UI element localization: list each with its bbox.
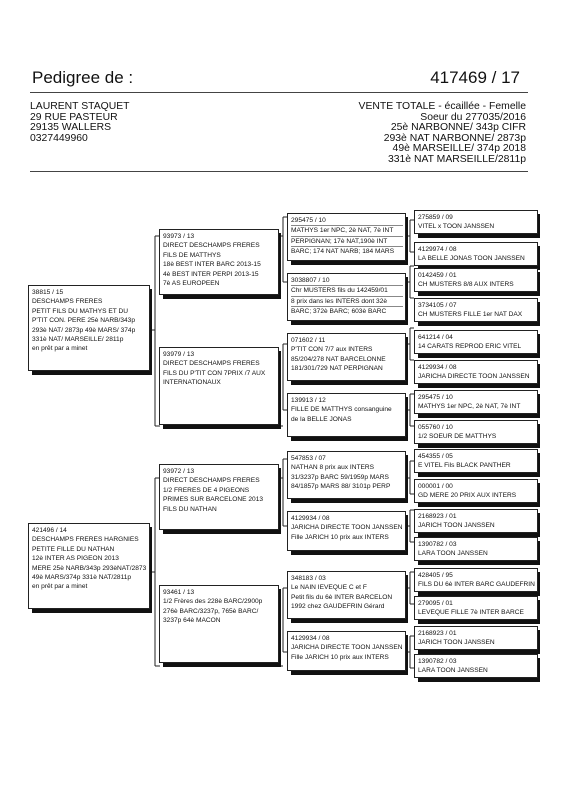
owner-line: LAURENT STAQUET (30, 101, 130, 112)
pedigree-line: Le NAIN IEVEQUE C et F (291, 584, 367, 592)
owner-line: 0327449960 (30, 132, 88, 144)
g4-box-15 (414, 626, 538, 650)
ring-number-line: 000001 / 00 (418, 483, 453, 490)
dam-dam-box (159, 585, 279, 663)
pedigree-line: PRIMES SUR BARCELONE 2013 (163, 496, 264, 504)
pedigree-line: MERE 25è NARB/343p 293èNAT/2873 (32, 564, 147, 572)
owner-line: 29135 WALLERS (30, 122, 112, 133)
sss-box (287, 213, 406, 261)
pedigree-line: 8 prix dans les INTERS dont 32è (291, 297, 403, 307)
pedigree-line: en prêt par a minet (32, 583, 88, 591)
ring-number-line: 0142459 / 01 (418, 272, 457, 279)
pedigree-line: Fille JARICH 10 prix aux INTERS (291, 653, 389, 661)
ring-number-line: 93973 / 13 (163, 233, 195, 240)
pedigree-line: DESCHAMPS FRERES (32, 298, 103, 306)
ring-number-line: 275859 / 09 (418, 214, 453, 221)
g4-box-13 (414, 568, 538, 592)
pedigree-line: 18è BEST INTER BARC 2013-15 (163, 261, 261, 269)
pedigree-line: 181/301/729 NAT PERPIGNAN (291, 365, 383, 373)
ring-number-line: 93461 / 13 (163, 589, 195, 596)
pedigree-line: NATHAN 8 prix aux INTERS (291, 464, 375, 472)
ring-number-line: 295475 / 10 (291, 216, 403, 226)
info-line: 49è MARSEILLE/ 374p 2018 (392, 143, 526, 154)
ring-number-line: 3038807 / 10 (291, 276, 403, 286)
pedigree-line: 276è BARC/3237p, 765è BARC/ (163, 607, 259, 615)
pedigree-line: MATHYS 1er NPC, 2è NAT, 7è INT (418, 403, 521, 411)
ring-number-line: 2168923 / 01 (418, 630, 457, 637)
pedigree-title: Pedigree de : (32, 68, 134, 87)
ring-number-line: 279095 / 01 (418, 600, 453, 607)
ring-number-line: 3734105 / 07 (418, 302, 457, 309)
pedigree-line: DIRECT DESCHAMPS FRERES (163, 477, 260, 485)
pedigree-line: 1/2 FRERES DE 4 PIGEONS (163, 486, 250, 494)
info-line: VENTE TOTALE - écaillée - Femelle (358, 101, 526, 112)
ring-number-line: 641214 / 04 (418, 334, 453, 341)
pedigree-line: JARICHA DIRECTE TOON JANSSEN (418, 373, 530, 381)
ring-number-line: 348183 / 03 (291, 575, 326, 582)
g4-box-1 (414, 210, 538, 234)
pedigree-line: CH MUSTERS 8/8 AUX INTERS (418, 281, 514, 289)
g4-box-16 (414, 654, 538, 678)
pedigree-line: INTERNATIONAUX (163, 379, 221, 387)
ring-number-line: 4129934 / 08 (418, 364, 457, 371)
pedigree-line: LARA TOON JANSSEN (418, 667, 488, 675)
ssd-box (287, 273, 406, 321)
sire-box (28, 285, 150, 371)
ring-number-line: 139913 / 12 (291, 397, 326, 404)
dam-box (28, 523, 150, 609)
pedigree-line: JARICHA DIRECTE TOON JANSSEN (291, 524, 403, 532)
ring-number-line: 1390782 / 03 (418, 658, 457, 665)
pedigree-line: FILS DU 6è INTER BARC GAUDEFRIN (418, 581, 535, 589)
ring-number-line: 4129934 / 08 (291, 515, 330, 522)
pedigree-line: FILLE DE MATTHYS consanguine (291, 406, 392, 414)
pedigree-line: E VITEL Fils BLACK PANTHER (418, 462, 511, 470)
pedigree-line: 1/2 SOEUR DE MATTHYS (418, 433, 497, 441)
ring-number-line: 4129934 / 08 (291, 635, 330, 642)
g4-box-6 (414, 360, 538, 384)
pedigree-line: Petit fils du 6è INTER BARCELON (291, 593, 393, 601)
pedigree-line: JARICHA DIRECTE TOON JANSSEN (291, 644, 403, 652)
pedigree-line: PETIT FILS DU MATHYS ET DU (32, 307, 128, 315)
dss-box (287, 451, 406, 499)
pedigree-line: DESCHAMPS FRERES HARGNIES (32, 536, 139, 544)
pedigree-line: 84/1857p MARS 88/ 3101p PERP (291, 483, 391, 491)
pedigree-line: CH MUSTERS FILLE 1er NAT DAX (418, 311, 523, 319)
pedigree-line: PETITE FILLE DU NATHAN (32, 545, 115, 553)
info-line: 331è NAT MARSEILLE/2811p (387, 153, 526, 165)
pedigree-line: JARICH TOON JANSSEN (418, 639, 495, 647)
pedigree-line: 293è NAT/ 2873p 49è MARS/ 374p (32, 326, 136, 334)
pedigree-line: de la BELLE JONAS (291, 415, 352, 423)
pedigree-line: 4è BEST INTER PERPI 2013-15 (163, 270, 259, 278)
dsd-box (287, 511, 406, 551)
sds-box (287, 333, 406, 381)
pedigree-line: 1992 chez GAUDEFRIN Gérard (291, 603, 385, 611)
sdd-box (287, 393, 406, 437)
g4-box-5 (414, 330, 538, 354)
pedigree-line: PERPIGNAN; 17è NAT,190è INT (291, 237, 403, 247)
ring-number-line: 295475 / 10 (418, 394, 453, 401)
ring-number-line: 547853 / 07 (291, 455, 326, 462)
g4-box-7 (414, 390, 538, 414)
pedigree-line: BARC; 174 NAT NARB; 184 MARS (291, 248, 395, 256)
g4-box-4 (414, 298, 538, 322)
pedigree-line: 12è INTER AS PIGEON 2013 (32, 555, 119, 563)
pedigree-line: 14 CARATS REPROD ERIC VITEL (418, 343, 522, 351)
pedigree-line: LEVEQUE FILLE 7è INTER BARCE (418, 609, 524, 617)
g4-box-12 (414, 537, 538, 561)
pedigree-line: FILS DE MATTHYS (163, 251, 221, 259)
pedigree-line: 3237p 64è MACON (163, 617, 221, 625)
info-line: 25è NARBONNE/ 343p CIFR (390, 122, 526, 133)
g4-box-3 (414, 268, 538, 292)
pedigree-line: 7è AS EUROPEEN (163, 280, 220, 288)
ring-number-line: 071602 / 11 (291, 337, 326, 344)
pedigree-line: Chr MUSTERS fils du 142459/01 (291, 286, 403, 296)
pedigree-line: 1/2 Frères des 228è BARC/2900p (163, 598, 263, 606)
ddd-box (287, 631, 406, 671)
ring-number-line: 055760 / 10 (418, 424, 453, 431)
pedigree-line: 85/204/278 NAT BARCELONNE (291, 355, 386, 363)
pedigree-line: en prêt par a minet (32, 345, 88, 353)
pedigree-line: LARA TOON JANSSEN (418, 550, 488, 558)
ring-number-line: 1390782 / 03 (418, 541, 457, 548)
ring-number-line: 93972 / 13 (163, 468, 195, 475)
ring-number: 417469 / 17 (430, 68, 520, 87)
g4-box-10 (414, 479, 538, 503)
pedigree-line: GD MERE 20 PRIX AUX INTERS (418, 492, 517, 500)
pedigree-line: LA BELLE JONAS TOON JANSSEN (418, 255, 525, 263)
pedigree-line: 31/3237p BARC 59/1959p MARS (291, 473, 389, 481)
dam-sire-box (159, 464, 279, 530)
pedigree-line: 331è NAT/ MARSEILLE/ 2811p (32, 336, 124, 344)
g4-box-8 (414, 420, 538, 444)
pedigree-line: JARICH TOON JANSSEN (418, 522, 495, 530)
pedigree-line: FILS DU P'TIT CON 7PRIX /7 AUX (163, 369, 266, 377)
pedigree-line: Fille JARICH 10 prix aux INTERS (291, 533, 389, 541)
pedigree-line: VITEL x TOON JANSSEN (418, 223, 495, 231)
pedigree-line: MATHYS 1er NPC, 2è NAT, 7è INT (291, 226, 403, 236)
g4-box-14 (414, 596, 538, 620)
ring-number-line: 2168923 / 01 (418, 513, 457, 520)
pedigree-line: 49è MARS/374p 331è NAT/2811p (32, 574, 132, 582)
ring-number-line: 4129974 / 08 (418, 246, 457, 253)
pedigree-line: DIRECT DESCHAMPS FRERES (163, 360, 260, 368)
pedigree-line: DIRECT DESCHAMPS FRERES (163, 242, 260, 250)
owner-line: 29 RUE PASTEUR (30, 111, 118, 123)
ring-number-line: 454355 / 05 (418, 453, 453, 460)
pedigree-line: P'TIT CON 7/7 aux INTERS (291, 346, 373, 354)
info-line: Soeur du 277035/2016 (420, 111, 526, 123)
ring-number-line: 428405 / 95 (418, 572, 453, 579)
sire-sire-box (159, 229, 279, 295)
pedigree-line: FILS DU NATHAN (163, 505, 217, 513)
ring-number-line: 93979 / 13 (163, 351, 195, 358)
g4-box-9 (414, 449, 538, 473)
sire-ring: 38815 / 15 (32, 289, 64, 296)
pedigree-line: BARC; 372è BARC; 603è BARC (291, 308, 387, 316)
dam-ring: 421496 / 14 (32, 527, 67, 534)
dds-box (287, 571, 406, 619)
g4-box-11 (414, 509, 538, 533)
pedigree-line: P'TIT CON. PERE 25è NARB/343p (32, 317, 136, 325)
g4-box-2 (414, 242, 538, 266)
sire-dam-box (159, 347, 279, 425)
info-line: 293è NAT NARBONNE/ 2873p (383, 132, 526, 144)
